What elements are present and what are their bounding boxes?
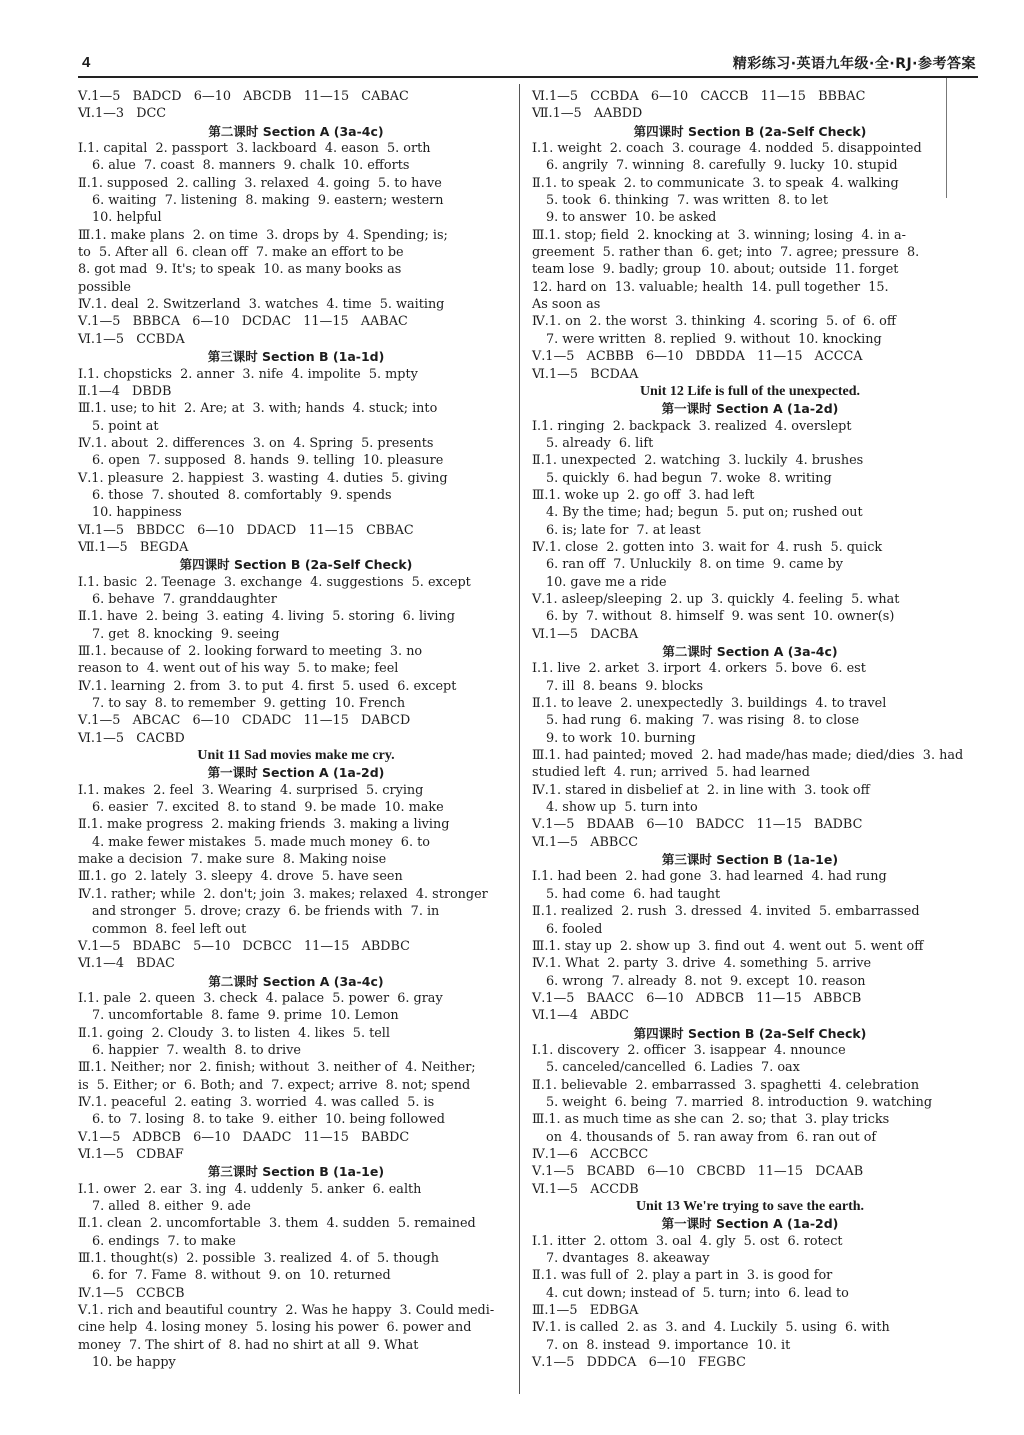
lesson-heading: 第二课时 Section A (3a-4c) [208,123,384,139]
answer-line: 10. be happy [92,1355,176,1371]
answer-line: Ⅳ.1. learning 2. from 3. to put 4. first 5. used 6. except [78,678,457,694]
answer-line: Ⅱ.1. have 2. being 3. eating 4. living 5. storing 6. living [78,609,455,625]
answer-line: 4. make fewer mistakes 5. made much money 6. to [92,834,430,850]
answer-line: Ⅵ.1—4 BDAC [78,956,175,972]
answer-line: 4. By the time; had; begun 5. put on; rushed out [546,505,863,521]
answer-line: Ⅰ.1. makes 2. feel 3. Wearing 4. surprised 5. crying [78,782,424,798]
answer-line: Ⅴ.1—5 BAACC 6—10 ADBCB 11—15 ABBCB [532,990,862,1006]
answer-line: Ⅱ.1. supposed 2. calling 3. relaxed 4. going 5. to have [78,175,442,191]
answer-line: Ⅱ.1. was full of 2. play a part in 3. is good for [532,1268,833,1284]
answer-line: 5. already 6. lift [546,435,654,451]
lesson-heading: 第一课时 Section A (1a-2d) [661,1216,839,1232]
answer-line: Ⅳ.1. stared in disbelief at 2. in line with 3. took off [532,782,870,798]
answer-line: Ⅶ.1—5 BEGDA [78,539,189,555]
answer-line: on 4. thousands of 5. ran away from 6. ran out of [546,1129,877,1145]
lesson-heading: 第四课时 Section B (2a-Self Check) [179,557,413,573]
answer-line: Ⅵ.1—5 BBDCC 6—10 DDACD 11—15 CBBAC [78,522,414,538]
answer-line: Ⅵ.1—5 CCBDA [78,331,185,347]
answer-line: Ⅴ.1—5 ACBBB 6—10 DBDDA 11—15 ACCCA [532,349,863,365]
answer-line: 6. ran off 7. Unluckily 8. on time 9. came by [546,557,844,573]
answer-line: 6. wrong 7. already 8. not 9. except 10. reason [546,973,866,989]
lesson-heading: 第三课时 Section B (1a-1e) [661,852,839,868]
answer-line: 6. happier 7. wealth 8. to drive [92,1042,301,1058]
answer-line: 5. quickly 6. had begun 7. woke 8. writing [546,470,832,486]
answer-line: 6. behave 7. granddaughter [92,591,277,607]
answer-line: Ⅲ.1. because of 2. looking forward to meeting 3. no [78,644,423,659]
answer-line: Ⅴ.1—5 BBBCA 6—10 DCDAC 11—15 AABAC [78,314,408,330]
answer-line: 4. show up 5. turn into [546,800,698,816]
answer-line: Ⅲ.1. stop; field 2. knocking at 3. winning; losing 4. in a- [532,227,906,243]
answer-line: Ⅵ.1—5 BCDAA [532,366,639,382]
answer-line: Ⅱ.1. to leave 2. unexpectedly 3. buildings 4. to travel [532,696,887,712]
answer-line: 5. weight 6. being 7. married 8. introduction 9. watching [546,1094,933,1110]
answer-line: 10. helpful [92,210,162,226]
unit-heading: Unit 11 Sad movies make me cry. [197,748,395,764]
answer-line: Ⅱ.1—4 DBDB [78,383,172,399]
answer-line: 7. dvantages 8. akeaway [546,1251,710,1267]
answer-line: studied left 4. run; arrived 5. had learned [532,765,810,781]
answer-line: Ⅴ.1. asleep/sleeping 2. up 3. quickly 4. feeling 5. what [532,591,900,607]
answer-line: Ⅵ.1—5 CCBDA 6—10 CACCB 11—15 BBBAC [532,89,866,104]
lesson-heading: 第二课时 Section A (3a-4c) [662,644,838,659]
answer-line: Ⅱ.1. clean 2. uncomfortable 3. them 4. sudden 5. remained [78,1216,476,1232]
answer-line: money 7. The shirt of 8. had no shirt at all 9. What [78,1337,419,1353]
answer-line: 5. point at [92,418,159,434]
lesson-heading: 第四课时 Section B (2a-Self Check) [633,123,867,139]
answer-line: Ⅰ.1. capital 2. passport 3. lackboard 4. eason 5. orth [78,141,431,157]
lesson-heading: 第三课时 Section B (1a-1d) [207,349,385,365]
answer-line: 6. angrily 7. winning 8. carefully 9. lucky 10. stupid [546,158,898,174]
answer-line: Ⅰ.1. ringing 2. backpack 3. realized 4. overslept [532,418,852,434]
answer-line: Ⅲ.1. woke up 2. go off 3. had left [532,487,755,503]
lesson-heading: 第一课时 Section A (1a-2d) [661,401,839,417]
answer-line: Ⅵ.1—3 DCC [78,106,167,122]
answer-line: 10. gave me a ride [546,574,667,590]
unit-heading: Unit 13 We're trying to save the earth. [635,1199,865,1214]
answer-line: Ⅲ.1. go 2. lately 3. sleepy 4. drove 5. have seen [78,869,403,885]
answer-line: reason to 4. went out of his way 5. to make; feel [78,661,399,677]
lesson-heading: 第三课时 Section B (1a-1e) [207,1164,385,1180]
answer-line: 7. ill 8. beans 9. blocks [546,678,704,694]
answer-line: 7. alled 8. either 9. ade [92,1199,251,1214]
unit-heading: Unit 12 Life is full of the unexpected. [639,383,861,399]
answer-line: 7. to say 8. to remember 9. getting 10. French [92,696,406,712]
answer-line: team lose 9. badly; group 10. about; outside 11. forget [532,262,899,278]
column-divider [519,84,520,1394]
answer-line: Ⅱ.1. make progress 2. making friends 3. making a living [78,817,450,833]
answer-line: 10. happiness [92,505,182,521]
answer-line: Ⅶ.1—5 AABDD [532,106,643,122]
answer-line: Ⅰ.1. itter 2. ottom 3. oal 4. gly 5. ost 6. rotect [532,1233,843,1249]
answer-line: Ⅱ.1. going 2. Cloudy 3. to listen 4. likes 5. tell [78,1025,390,1041]
lesson-heading: 第二课时 Section A (3a-4c) [208,973,384,989]
answer-line: 6. fooled [546,921,603,937]
answer-line: Ⅲ.1. make plans 2. on time 3. drops by 4. Spending; is; [78,227,448,243]
answer-line: greement 5. rather than 6. get; into 7. agree; pressure 8. [532,245,920,261]
answer-line: Ⅰ.1. basic 2. Teenage 3. exchange 4. suggestions 5. except [78,574,471,590]
answer-line: Ⅰ.1. discovery 2. officer 3. isappear 4. nnounce [532,1042,846,1058]
running-title: 精彩练习·英语九年级·全·RJ·参考答案 [732,56,976,72]
answer-line: 9. to answer 10. be asked [546,210,717,226]
answer-line: Ⅴ.1—5 BCABD 6—10 CBCBD 11—15 DCAAB [532,1164,864,1180]
answer-line: Ⅳ.1—6 ACCBCC [532,1146,649,1162]
answer-line: Ⅴ.1—5 BDAAB 6—10 BADCC 11—15 BADBC [532,817,863,833]
answer-line: As soon as [532,297,601,313]
answer-line: 6. easier 7. excited 8. to stand 9. be made 10. make [92,800,444,816]
answer-line: Ⅳ.1. about 2. differences 3. on 4. Spring 5. presents [78,435,434,451]
answer-line: 6. endings 7. to make [92,1233,236,1249]
answer-line: 6. by 7. without 8. himself 9. was sent 10. owner(s) [546,609,895,625]
answer-line: is 5. Either; or 6. Both; and 7. expect; arrive 8. not; spend [78,1077,471,1093]
answer-line: make a decision 7. make sure 8. Making noise [78,852,387,868]
answer-line: Ⅲ.1—5 EDBGA [532,1303,639,1319]
answer-line: Ⅵ.1—5 ACCDB [532,1181,639,1197]
answer-line: Ⅱ.1. realized 2. rush 3. dressed 4. invited 5. embarrassed [532,904,920,920]
right-answer-column [532,88,968,1371]
answer-line: Ⅴ.1—5 BADCD 6—10 ABCDB 11—15 CABAC [78,89,409,104]
answer-line: Ⅲ.1. as much time as she can 2. so; that 3. play tricks [532,1112,890,1128]
answer-line: Ⅴ.1—5 ABCAC 6—10 CDADC 11—15 DABCD [78,713,411,729]
answer-line: Ⅰ.1. weight 2. coach 3. courage 4. nodded 5. disappointed [532,141,922,157]
answer-line: Ⅴ.1. rich and beautiful country 2. Was he happy 3. Could medi- [78,1303,495,1319]
answer-line: Ⅳ.1. deal 2. Switzerland 3. watches 4. time 5. waiting [78,297,445,313]
answer-line: 5. took 6. thinking 7. was written 8. to let [546,193,829,209]
answer-line: 6. is; late for 7. at least [546,522,701,538]
answer-line: 4. cut down; instead of 5. turn; into 6. lead to [546,1285,849,1301]
answer-line: Ⅰ.1. ower 2. ear 3. ing 4. uddenly 5. anker 6. ealth [78,1181,422,1197]
answer-line: 7. were written 8. replied 9. without 10. knocking [546,331,882,347]
answer-line: Ⅳ.1. What 2. party 3. drive 4. something 5. arrive [532,956,872,972]
answer-line: Ⅰ.1. chopsticks 2. anner 3. nife 4. impolite 5. mpty [78,366,418,382]
answer-line: 7. get 8. knocking 9. seeing [92,626,280,642]
answer-line: Ⅴ.1—5 BDABC 5—10 DCBCC 11—15 ABDBC [78,938,410,954]
answer-line: 8. got mad 9. It's; to speak 10. as many books as [78,262,402,278]
left-answer-column [78,88,514,1371]
answer-line: Ⅵ.1—5 ABBCC [532,834,639,850]
answer-line: Ⅰ.1. had been 2. had gone 3. had learned 4. had rung [532,869,887,885]
answer-line: Ⅴ.1—5 ADBCB 6—10 DAADC 11—15 BABDC [78,1129,410,1145]
answer-line: Ⅲ.1. thought(s) 2. possible 3. realized 4. of 5. though [78,1251,439,1267]
answer-line: 6. those 7. shouted 8. comfortably 9. spends [92,487,392,503]
answer-line: 6. to 7. losing 8. to take 9. either 10. being followed [92,1112,445,1128]
answer-line: Ⅵ.1—5 DACBA [532,626,639,642]
answer-line: Ⅱ.1. believable 2. embarrassed 3. spaghetti 4. celebration [532,1077,920,1093]
answer-line: 7. uncomfortable 8. fame 9. prime 10. Lemon [92,1008,399,1024]
answer-line: Ⅴ.1. pleasure 2. happiest 3. wasting 4. duties 5. giving [78,470,448,486]
answer-line: 5. had rung 6. making 7. was rising 8. to close [546,713,860,729]
answer-line: Ⅳ.1. is called 2. as 3. and 4. Luckily 5. using 6. with [532,1320,890,1336]
lesson-heading: 第一课时 Section A (1a-2d) [207,765,385,781]
answer-line: cine help 4. losing money 5. losing his power 6. power and [78,1320,472,1336]
answer-line: 6. open 7. supposed 8. hands 9. telling 10. pleasure [92,453,444,469]
answer-line: Ⅵ.1—4 ABDC [532,1008,629,1024]
answer-line: 5. had come 6. had taught [546,886,721,902]
answer-line: Ⅰ.1. live 2. arket 3. irport 4. orkers 5. bove 6. est [532,661,866,677]
answer-line: Ⅲ.1. stay up 2. show up 3. find out 4. went out 5. went off [532,938,924,954]
answer-line: Ⅱ.1. to speak 2. to communicate 3. to speak 4. walking [532,175,899,191]
answer-line: Ⅲ.1. had painted; moved 2. had made/has made; died/dies 3. had [532,748,964,764]
answer-line: Ⅲ.1. Neither; nor 2. finish; without 3. neither of 4. Neither; [78,1060,476,1076]
answer-line: 7. on 8. instead 9. importance 10. it [546,1337,791,1353]
answer-line: 6. for 7. Fame 8. without 9. on 10. returned [92,1268,391,1284]
answer-line: 12. hard on 13. valuable; health 14. pull together 15. [532,279,889,295]
answer-line: Ⅳ.1. close 2. gotten into 3. wait for 4. rush 5. quick [532,539,883,555]
answer-line: possible [78,279,131,295]
answer-line: Ⅳ.1—5 CCBCB [78,1285,185,1301]
answer-line: Ⅳ.1. rather; while 2. don't; join 3. makes; relaxed 4. stronger [78,886,488,902]
lesson-heading: 第四课时 Section B (2a-Self Check) [633,1025,867,1041]
answer-line: common 8. feel left out [92,921,247,937]
answer-line: to 5. After all 6. clean off 7. make an effort to be [78,245,404,261]
answer-line: 6. alue 7. coast 8. manners 9. chalk 10. efforts [92,158,410,174]
answer-line: Ⅰ.1. pale 2. queen 3. check 4. palace 5. power 6. gray [78,990,443,1006]
page-header [78,48,978,78]
answer-line: Ⅳ.1. on 2. the worst 3. thinking 4. scoring 5. of 6. off [532,314,896,330]
answer-line: 6. waiting 7. listening 8. making 9. eastern; western [92,193,444,209]
answer-line: Ⅴ.1—5 DDDCA 6—10 FEGBC [532,1355,746,1371]
answer-line: Ⅵ.1—5 CDBAF [78,1146,184,1162]
answer-line: 9. to work 10. burning [546,730,696,746]
answer-line: Ⅳ.1. peaceful 2. eating 3. worried 4. was called 5. is [78,1094,435,1110]
answer-line: 5. canceled/cancelled 6. Ladies 7. oax [546,1060,800,1076]
page-number: 4 [82,54,91,71]
answer-line: and stronger 5. drove; crazy 6. be friends with 7. in [92,904,440,920]
answer-line: Ⅲ.1. use; to hit 2. Are; at 3. with; hands 4. stuck; into [78,401,438,417]
answer-line: Ⅵ.1—5 CACBD [78,730,185,746]
answer-line: Ⅱ.1. unexpected 2. watching 3. luckily 4. brushes [532,453,864,469]
